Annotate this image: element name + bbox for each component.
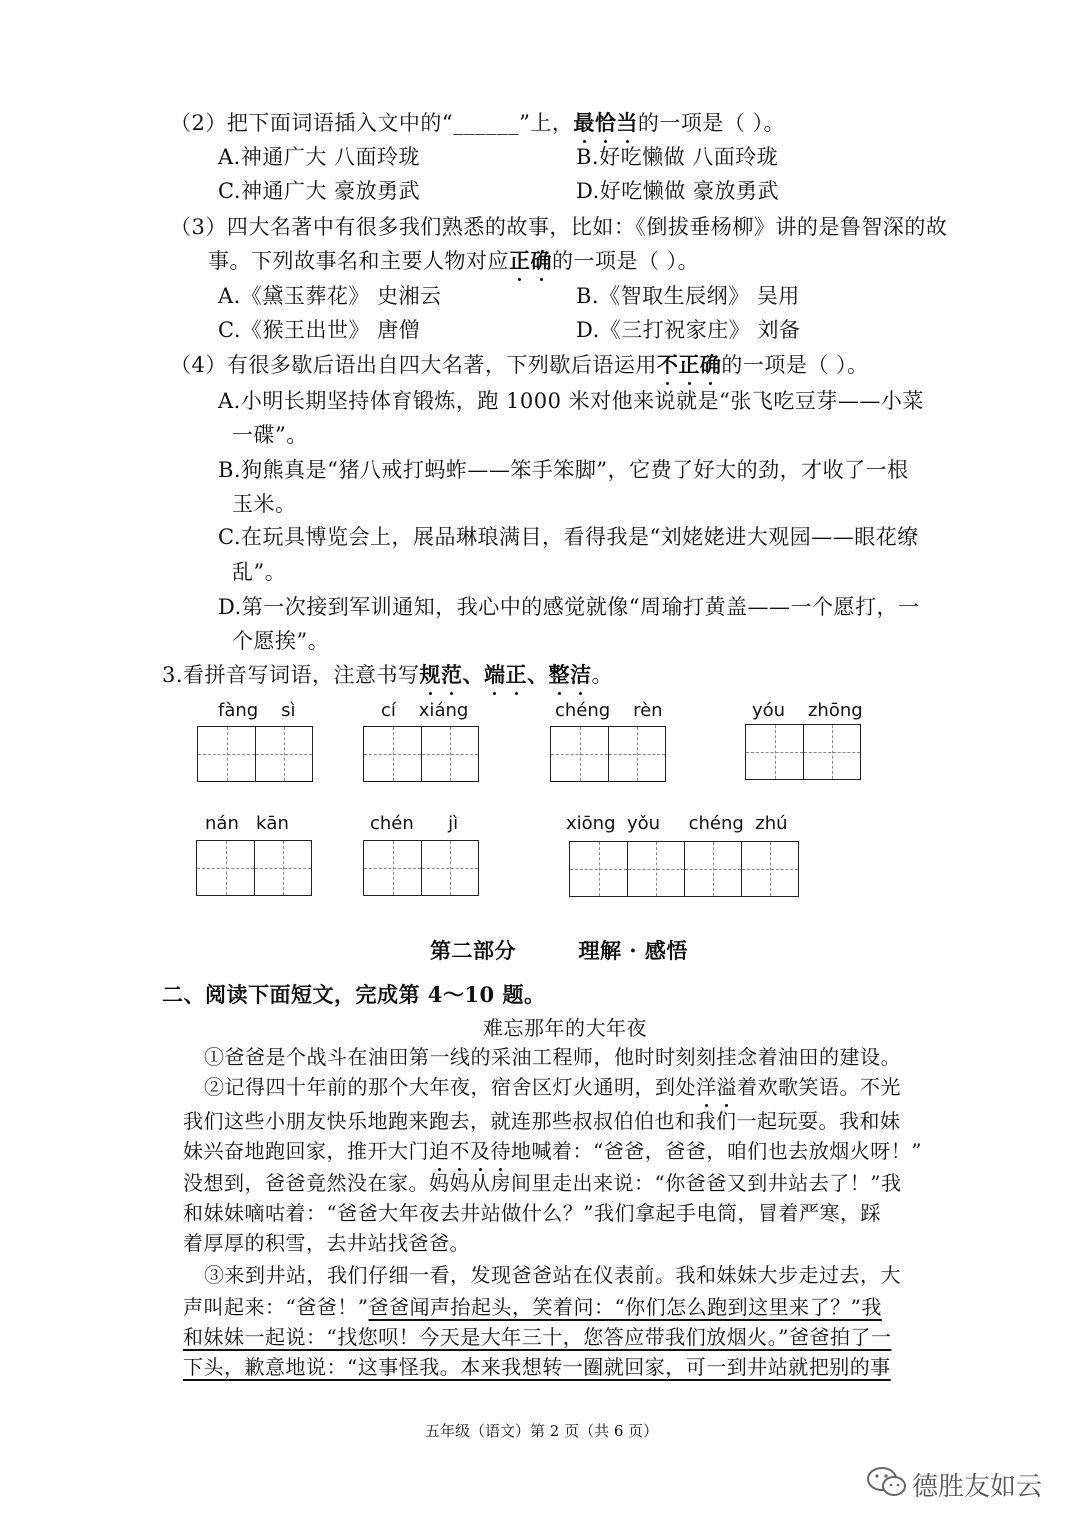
article-line: 没想到，爸爸竟然没在家。妈妈从房间里走出来说：“你爸爸又到井站去了！”我 — [183, 1171, 902, 1195]
pinyin-question-stem: 3.看拼音写词语，注意书写规范、端正、整洁。 — [162, 660, 613, 690]
q4-option-c-line1: C.在玩具博览会上，展品琳琅满目，看得我是“刘姥姥进大观园——眼花缭 — [218, 525, 919, 549]
q4-option-a-line2: 一碟”。 — [232, 423, 308, 447]
q4-option-c-line2: 乱”。 — [232, 560, 287, 584]
writing-grid[interactable] — [196, 840, 312, 896]
article-line: 妹兴奋地跑回家，推开大门迫不及待地喊着：“爸爸，爸爸，咱们也去放烟火呀！” — [183, 1136, 922, 1166]
pinyin-label: cí xiáng — [381, 700, 469, 721]
article-line: 和妹妹嘀咕着：“爸爸大年夜去井站做什么？”我们拿起手电筒，冒着严寒，踩 — [183, 1201, 881, 1225]
q2-option-c: C.神通广大 豪放勇武 — [218, 179, 421, 203]
q2-option-b: B.好吃懒做 八面玲珑 — [576, 145, 779, 169]
part2-title: 第二部分 理解 · 感悟 — [430, 938, 688, 963]
article-title: 难忘那年的大年夜 — [483, 1016, 647, 1040]
writing-grid[interactable] — [550, 726, 666, 782]
q2-stem: （2）把下面词语插入文中的“______”上，最恰当的一项是（ ）。 — [170, 108, 785, 138]
q3-stem-line1: （3）四大名著中有很多我们熟悉的故事，比如：《倒拔垂杨柳》讲的是鲁智深的故 — [170, 215, 948, 239]
article-line: 声叫起来：“爸爸！”爸爸闻声抬起头，笑着问：“你们怎么跑到这里来了？”我 — [183, 1295, 882, 1319]
article-paragraph: ③来到井站，我们仔细一看，发现爸爸站在仪表前。我和妹妹大步走过去，大 — [204, 1263, 901, 1287]
wechat-icon — [866, 1465, 908, 1499]
section-heading: 二、阅读下面短文，完成第 4～10 题。 — [162, 982, 546, 1007]
q4-stem: （4）有很多歇后语出自四大名著，下列歇后语运用不正确的一项是（ ）。 — [170, 350, 869, 380]
q2-option-a: A.神通广大 八面玲珑 — [218, 145, 421, 169]
q4-option-a-line1: A.小明长期坚持体育锻炼，跑 1000 米对他来说就是“张飞吃豆芽——小菜 — [218, 389, 924, 413]
q3-option-d: D.《三打祝家庄》 刘备 — [576, 318, 801, 342]
article-line-underlined: 下头，歉意地说：“这事怪我。本来我想转一圈就回家，可一到井站就把别的事 — [183, 1355, 891, 1379]
pinyin-label: nán kān — [205, 813, 289, 834]
q4-option-d-line1: D.第一次接到军训通知，我心中的感觉就像“周瑜打黄盖——一个愿打，一 — [218, 595, 920, 619]
writing-grid[interactable] — [363, 840, 479, 896]
pinyin-label: xiōng yǒu chéng zhú — [566, 813, 788, 834]
pinyin-label: chéng rèn — [555, 700, 663, 721]
pinyin-label: chén jì — [370, 813, 459, 834]
q4-option-d-line2: 个愿挨”。 — [232, 629, 330, 653]
q3-option-b: B.《智取生辰纲》 吴用 — [576, 284, 800, 308]
q3-stem-line2: 事。下列故事名和主要人物对应正确的一项是（ ）。 — [208, 246, 699, 276]
writing-grid[interactable] — [569, 841, 799, 897]
q2-option-d: D.好吃懒做 豪放勇武 — [576, 179, 779, 203]
article-paragraph: ①爸爸是个战斗在油田第一线的采油工程师，他时时刻刻挂念着油田的建设。 — [204, 1045, 901, 1069]
watermark: 德胜友如云 — [912, 1472, 1043, 1502]
pinyin-label: fàng sì — [218, 700, 296, 721]
article-paragraph: ②记得四十年前的那个大年夜，宿舍区灯火通明，到处洋溢着欢歌笑语。不光 — [204, 1072, 901, 1102]
q4-option-b-line2: 玉米。 — [232, 492, 297, 516]
article-line-underlined: 和妹妹一起说：“找您呗！今天是大年三十，您答应带我们放烟火。”爸爸拍了一 — [183, 1325, 892, 1349]
article-line: 着厚厚的积雪，去井站找爸爸。 — [183, 1231, 470, 1255]
q3-option-c: C.《猴王出世》 唐僧 — [218, 318, 421, 342]
q4-option-b-line1: B.狗熊真是“猪八戒打蚂蚱——笨手笨脚”，它费了好大的劲，才收了一根 — [218, 458, 909, 482]
article-line: 我们这些小朋友快乐地跑来跑去，就连那些叔叔伯伯也和我们一起玩耍。我和妹 — [183, 1109, 901, 1133]
q3-option-a: A.《黛玉葬花》 史湘云 — [218, 284, 442, 308]
writing-grid[interactable] — [745, 724, 861, 780]
writing-grid[interactable] — [197, 726, 313, 782]
writing-grid[interactable] — [363, 726, 479, 782]
pinyin-label: yóu zhōng — [752, 700, 863, 721]
page-footer: 五年级（语文）第 2 页（共 6 页） — [425, 1422, 659, 1440]
